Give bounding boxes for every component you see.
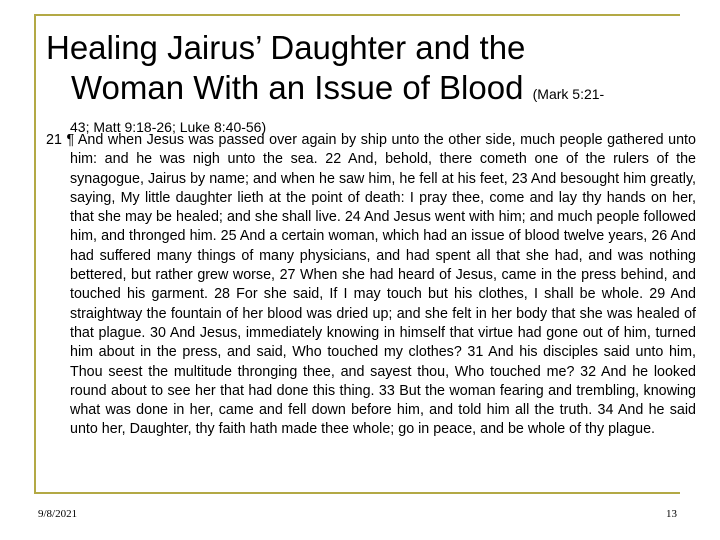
slide-frame-left — [34, 14, 36, 494]
scripture-reference-continued: 43; Matt 9:18-26; Luke 8:40-56) — [70, 119, 267, 135]
slide-number: 13 — [666, 508, 677, 520]
title-line-1: Healing Jairus’ Daughter and the — [46, 29, 526, 66]
slide-frame-bottom — [34, 492, 680, 494]
footer-date: 9/8/2021 — [38, 508, 78, 520]
slide-title — [46, 28, 706, 136]
slide-frame-top — [34, 14, 680, 16]
scripture-passage: 21 ¶ And when Jesus was passed over again by ship unto the other side, much people gathered unto him: and he was nigh unto the sea. 22 And, behold, there cometh one of the rulers of the synagogue, Jairus by name; and when he saw him, he fell at his feet, 23 And besought him greatly, saying, My little daughter lieth at the point of death: I pray thee, come and lay thy hands on her, that she may be healed; and she shall live. 24 And Jesus went with him; and much people followed him, and thronged him. 25 And a certain woman, which had an issue of blood twelve years, 26 And had suffered many things of many physicians, and had spent all that she had, and was nothing bettered, but rather grew worse, 27 When she had heard of Jesus, came in the press behind, and touched his garment. 28 For she said, If I may touch but his clothes, I shall be whole. 29 And straightway the fountain of her blood was dried up; and she felt in her body that she was healed of that plague. 30 And Jesus, immediately knowing in himself that virtue had gone out of him, turned him about in the press, and said, Who touched my clothes? 31 And his disciples said unto him, Thou seest the multitude thronging thee, and sayest thou, Who touched me? 32 And he looked round about to see her that had done this thing. 33 But the woman fearing and trembling, knowing what was done in her, came and fell down before him, and told him all the truth. 34 And he said unto her, Daughter, thy faith hath made thee whole; go in peace, and be whole of thy plague. — [46, 132, 696, 438]
scripture-reference: (Mark 5:21- — [532, 86, 605, 102]
title-line-2: Woman With an Issue of Blood — [71, 69, 524, 106]
